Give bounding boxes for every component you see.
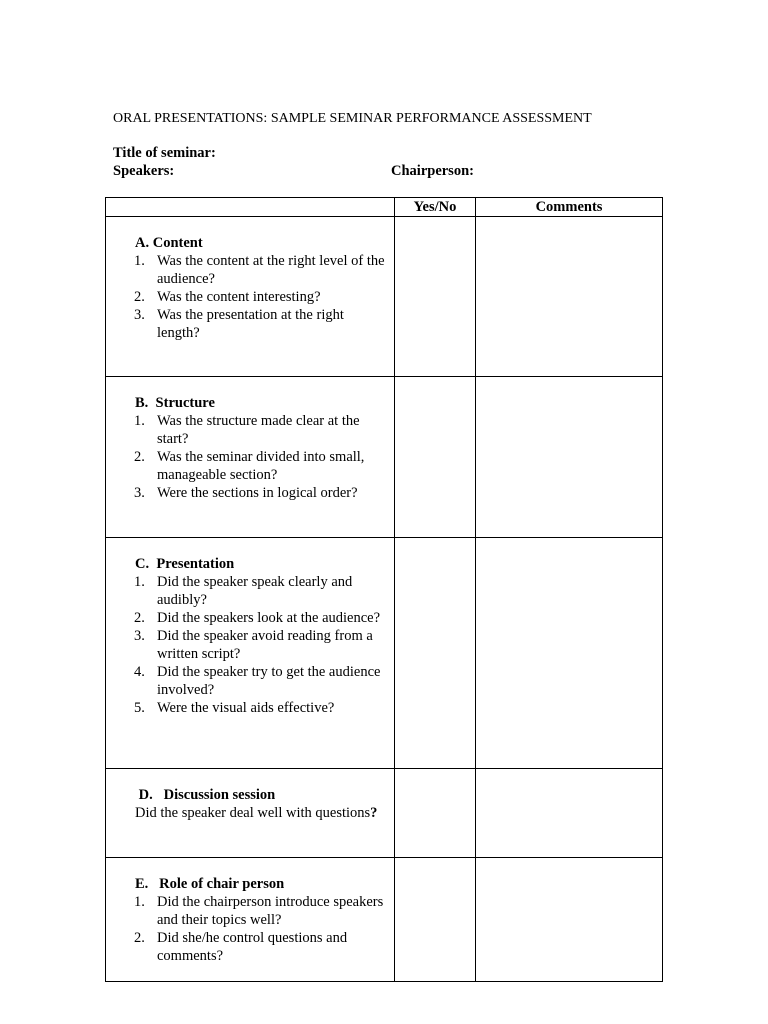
table-row — [106, 858, 663, 982]
question-list — [135, 573, 386, 717]
comments-cell[interactable] — [476, 377, 663, 538]
yes-no-cell[interactable] — [395, 217, 476, 377]
section-title — [135, 875, 386, 893]
question-number: 2. — [134, 289, 145, 305]
page-title: ORAL PRESENTATIONS: SAMPLE SEMINAR PERFORMANCE ASSESSMENT — [113, 111, 592, 126]
table-row — [106, 217, 663, 377]
question-text: Did the chairperson introduce speakers and their topics well? — [157, 894, 384, 928]
yes-no-cell[interactable] — [395, 769, 476, 858]
list-item — [134, 288, 386, 306]
yes-no-header: Yes/No — [395, 198, 476, 217]
question-number: 2. — [134, 930, 145, 946]
question-number: 4. — [134, 664, 145, 680]
list-item — [134, 893, 386, 929]
list-item — [134, 252, 386, 288]
section-title-text: Presentation — [156, 556, 235, 572]
section-title — [135, 786, 386, 804]
section-title — [135, 234, 386, 252]
section-title-text: Discussion session — [163, 787, 276, 803]
list-item — [134, 699, 386, 717]
question-number: 1. — [134, 413, 145, 429]
assessment-table — [105, 197, 663, 982]
section-letter: D. — [138, 787, 153, 803]
question-number: 2. — [134, 610, 145, 626]
section-content — [106, 217, 395, 377]
statement-end: ? — [370, 805, 378, 821]
list-item — [134, 412, 386, 448]
question-list — [135, 252, 386, 342]
table-row — [106, 769, 663, 858]
question-text: Did the speaker try to get the audience involved? — [157, 664, 381, 698]
list-item — [134, 663, 386, 699]
question-number: 3. — [134, 485, 145, 501]
question-text: Did she/he control questions and comments? — [157, 930, 348, 964]
section-title-text: Content — [152, 235, 203, 251]
section-letter: B. — [135, 395, 149, 411]
section-letter: C. — [135, 556, 150, 572]
question-text: Was the content interesting? — [157, 289, 321, 305]
question-number: 1. — [134, 894, 145, 910]
list-item — [134, 306, 386, 342]
question-text: Did the speakers look at the audience? — [157, 610, 381, 626]
list-item — [134, 484, 386, 502]
question-number: 3. — [134, 628, 145, 644]
list-item — [134, 929, 386, 965]
question-number: 1. — [134, 253, 145, 269]
yes-no-cell[interactable] — [395, 538, 476, 769]
question-number: 1. — [134, 574, 145, 590]
table-row — [106, 538, 663, 769]
question-text: Was the presentation at the right length? — [157, 307, 344, 341]
speakers-label: Speakers: — [113, 163, 175, 179]
yes-no-cell[interactable] — [395, 858, 476, 982]
question-text: Were the visual aids effective? — [157, 700, 335, 716]
criteria-header — [106, 198, 395, 217]
question-number: 3. — [134, 307, 145, 323]
list-item — [134, 627, 386, 663]
section-title — [135, 394, 386, 412]
list-item — [134, 573, 386, 609]
statement-text: Did the speaker deal well with questions — [135, 805, 371, 821]
seminar-title-label: Title of seminar: — [113, 145, 216, 161]
question-text: Did the speaker speak clearly and audibly? — [157, 574, 353, 608]
section-title — [135, 555, 386, 573]
question-number: 5. — [134, 700, 145, 716]
question-number: 2. — [134, 449, 145, 465]
comments-header: Comments — [476, 198, 663, 217]
section-statement — [135, 804, 386, 822]
comments-cell[interactable] — [476, 769, 663, 858]
question-list — [135, 412, 386, 502]
question-text: Did the speaker avoid reading from a written script? — [157, 628, 373, 662]
question-list — [135, 893, 386, 965]
table-header-row — [106, 198, 663, 217]
table-row — [106, 377, 663, 538]
list-item — [134, 609, 386, 627]
section-letter: E. — [135, 876, 149, 892]
section-chair — [106, 858, 395, 982]
list-item — [134, 448, 386, 484]
section-discussion — [106, 769, 395, 858]
section-title-text: Role of chair person — [159, 876, 285, 892]
section-title-text: Structure — [155, 395, 215, 411]
section-presentation — [106, 538, 395, 769]
comments-cell[interactable] — [476, 538, 663, 769]
question-text: Was the structure made clear at the start? — [157, 413, 360, 447]
comments-cell[interactable] — [476, 858, 663, 982]
yes-no-cell[interactable] — [395, 377, 476, 538]
section-structure — [106, 377, 395, 538]
question-text: Was the content at the right level of the audience? — [157, 253, 385, 287]
section-letter: A. — [135, 235, 150, 251]
question-text: Was the seminar divided into small, manageable section? — [157, 449, 365, 483]
chairperson-label: Chairperson: — [391, 163, 474, 179]
comments-cell[interactable] — [476, 217, 663, 377]
question-text: Were the sections in logical order? — [157, 485, 358, 501]
